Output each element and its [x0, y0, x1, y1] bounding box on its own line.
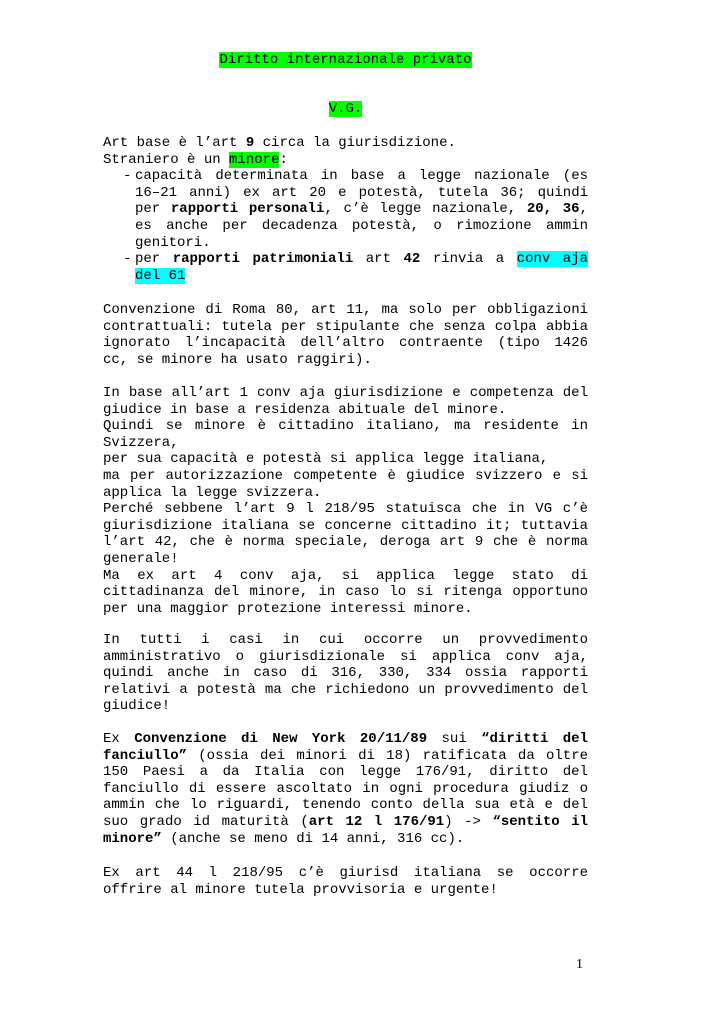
document-title — [103, 52, 588, 69]
conv-aja-highlight: conv aja del 61 — [135, 251, 588, 284]
dash-bullet: - — [123, 168, 132, 185]
intro-text: Straniero è un — [103, 151, 230, 168]
bullet-text: , c’è legge nazionale, — [324, 201, 527, 218]
intro-line-1 — [103, 135, 588, 152]
intro-bold-number: 9 — [245, 135, 255, 151]
bullet-text: art — [353, 251, 404, 268]
ny-bold: art 12 l 176/91 — [308, 813, 445, 830]
bullet-item-personal — [103, 168, 588, 251]
bullet-text: , es anche per decadenza potestà, o rimozione ammin genitori. — [135, 201, 588, 251]
bullet-text: rinvia a — [420, 251, 517, 268]
ny-bold: Convenzione di New York 20/11/89 — [134, 731, 428, 747]
base-line: ma per autorizzazione competente è giudice svizzero e si applica la legge svizzera. — [103, 467, 588, 501]
minore-highlight: minore — [229, 151, 280, 168]
bullet-bold: 20, 36 — [526, 201, 580, 218]
bullet-bold: 42 — [403, 251, 421, 268]
section-highlight: V.G. — [328, 101, 363, 117]
bullet-text: per — [135, 251, 173, 268]
ny-text: (anche se meno di 14 anni, 316 cc). — [161, 830, 465, 847]
paragraph-casi: In tutti i casi in cui occorre un provvedimento amministrativo o giurisdizionale si applica conv aja, quindi anche in caso di 316, 330, 334 ossia rapporti relativi a potestà ma che richiedono un provvedimento del giudice! — [103, 632, 588, 715]
ny-text: sui — [427, 731, 482, 747]
intro-line-2 — [103, 152, 588, 169]
bullet-text: capacità determinata in base a legge nazionale (es 16–21 anni) ex art 20 e potestà, tutela 36; quindi per — [135, 168, 588, 218]
intro-text: Art base è l’art — [103, 135, 246, 151]
paragraph-roma: Convenzione di Roma 80, art 11, ma solo per obbligazioni contrattuali: tutela per stipulante che senza colpa abbia ignorato l’incapacità dell’altro contraente (tipo 1426 cc, se minore ha usato raggiri). — [103, 302, 588, 368]
intro-block — [103, 135, 588, 284]
bullet-bold: rapporti patrimoniali — [172, 251, 354, 268]
base-line: Quindi se minore è cittadino italiano, ma residente in Svizzera, — [103, 418, 588, 451]
base-line: per sua capacità e potestà si applica legge italiana, — [103, 451, 549, 468]
ny-bold: “diritti del fanciullo” — [103, 731, 588, 764]
page-number: 1 — [576, 957, 583, 972]
title-highlight: Diritto internazionale privato — [219, 52, 472, 68]
ny-text: Ex — [103, 731, 135, 747]
dash-bullet: - — [123, 251, 132, 268]
ny-text: ) -> — [444, 813, 493, 830]
intro-text: circa la giurisdizione. — [254, 135, 456, 151]
ny-bold: “sentito il minore” — [103, 813, 589, 847]
intro-text: : — [279, 151, 288, 168]
paragraph-new-york — [103, 731, 588, 847]
base-line: Ma ex art 4 conv aja, si applica legge stato di cittadinanza del minore, in caso lo si ritenga opportuno per una maggior protezione interessi minore. — [103, 567, 588, 617]
ny-text: (ossia dei minori di 18) ratificata da oltre 150 Paesi a da Italia con legge 176/91, diritto del fanciullo di essere ascoltato in ogni procedura giudiz o ammin che lo riguardi, tenendo conto della sua età e del suo grado id maturità ( — [103, 747, 588, 830]
bullet-bold: rapporti personali — [170, 201, 325, 218]
base-line: In base all’art 1 conv aja giurisdizione e competenza del giudice in base a residenza abituale del minore. — [103, 385, 588, 418]
bullet-item-patrimonial — [103, 251, 588, 284]
base-line: Perché sebbene l’art 9 l 218/95 statuisca che in VG c’è giurisdizione italiana se concerne cittadino it; tuttavia l’art 42, che è norma speciale, deroga art 9 che è norma generale! — [103, 501, 588, 567]
section-heading — [103, 101, 588, 118]
paragraph-art-44: Ex art 44 l 218/95 c’è giurisd italiana se occorre offrire al minore tutela provvisoria e urgente! — [103, 865, 588, 898]
paragraph-base — [103, 385, 588, 617]
bullet-list — [103, 168, 588, 284]
